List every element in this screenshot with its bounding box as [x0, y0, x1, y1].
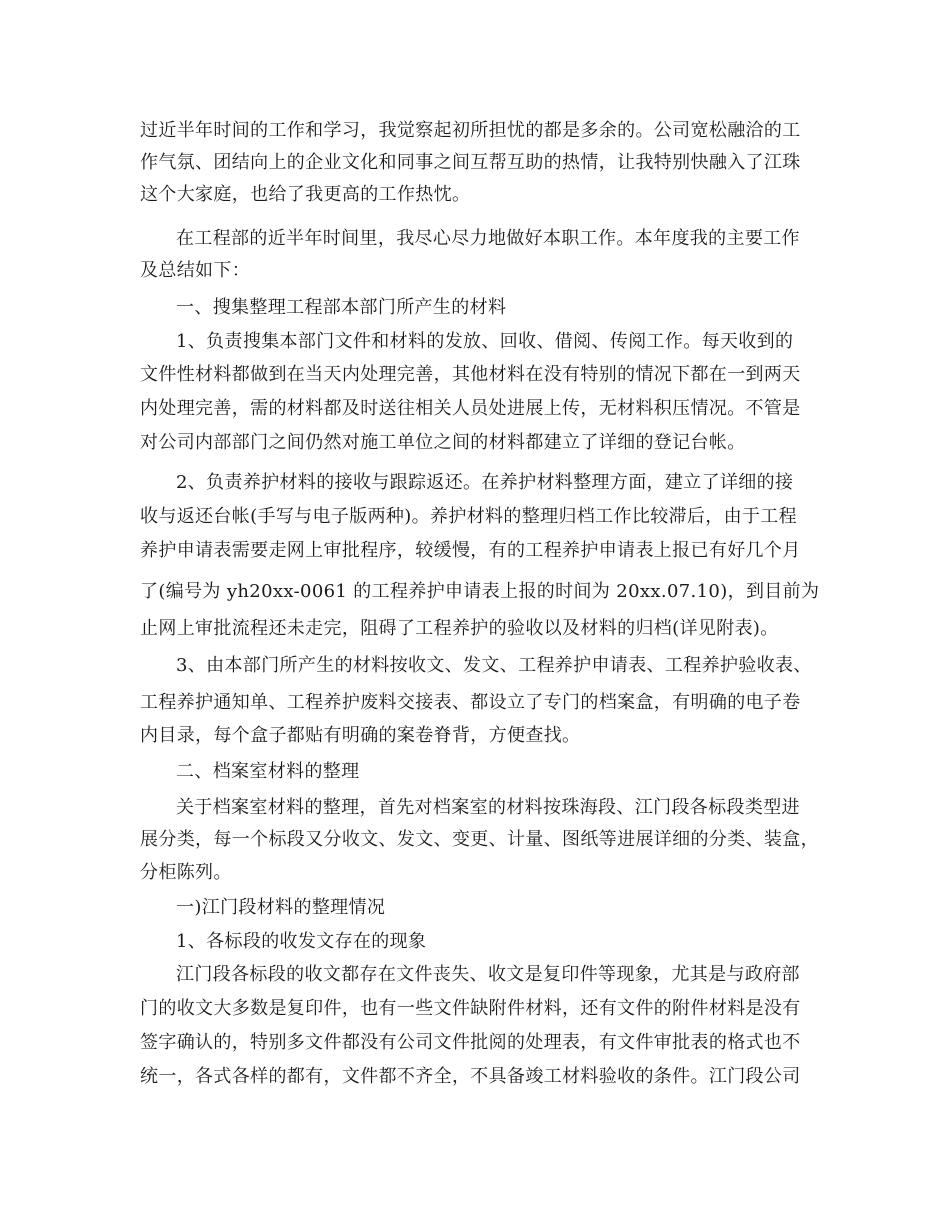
text-line: 门的收文大多数是复印件，也有一些文件缺附件材料，还有文件的附件材料是没有 [140, 998, 801, 1019]
text-line: 了(编号为 yh20xx-0061 的工程养护申请表上报的时间为 20xx.07.10)，到目前为 [140, 581, 820, 602]
text-line: 分柜陈列。 [140, 862, 232, 883]
text-line: 对公司内部部门之间仍然对施工单位之间的材料都建立了详细的登记台帐。 [140, 432, 746, 453]
subsection-heading: 1、各标段的收发文存在的现象 [176, 931, 427, 952]
text-line: 统一，各式各样的都有，文件都不齐全，不具备竣工材料验收的条件。江门段公司 [140, 1066, 801, 1087]
text-line: 这个大家庭，也给了我更高的工作热忱。 [140, 184, 471, 205]
text-line: 养护申请表需要走网上审批程序，较缓慢，有的工程养护申请表上报已有好几个月 [140, 540, 801, 561]
paragraph-start-line: 在工程部的近半年时间里，我尽心尽力地做好本职工作。本年度我的主要工作 [176, 228, 800, 249]
section-heading: 一、搜集整理工程部本部门所产生的材料 [176, 297, 507, 318]
text-line: 过近半年时间的工作和学习，我觉察起初所担忧的都是多余的。公司宽松融洽的工 [140, 120, 801, 141]
paragraph-start-line: 3、由本部门所产生的材料按收文、发文、工程养护申请表、工程养护验收表、 [176, 655, 812, 676]
text-line: 签字确认的，特别多文件都没有公司文件批阅的处理表，有文件审批表的格式也不 [140, 1032, 801, 1053]
text-line: 工程养护通知单、工程养护废料交接表、都设立了专门的档案盒，有明确的电子卷 [140, 692, 801, 713]
text-line: 文件性材料都做到在当天内处理完善，其他材料在没有特别的情况下都在一到两天 [140, 364, 801, 385]
text-line: 作气氛、团结向上的企业文化和同事之间互帮互助的热情，让我特别快融入了江珠 [140, 152, 801, 173]
text-line: 止网上审批流程还未走完，阻碍了工程养护的验收以及材料的归档(详见附表)。 [140, 618, 779, 639]
subsection-heading: 一)江门段材料的整理情况 [176, 897, 386, 918]
text-line: 内目录，每个盒子都贴有明确的案卷脊背，方便查找。 [140, 725, 581, 746]
text-line: 及总结如下： [140, 260, 251, 281]
paragraph-start-line: 2、负责养护材料的接收与跟踪返还。在养护材料整理方面，建立了详细的接 [176, 472, 794, 493]
text-line: 展分类，每一个标段又分收文、发文、变更、计量、图纸等进展详细的分类、装盒， [140, 829, 819, 850]
section-heading: 二、档案室材料的整理 [176, 761, 360, 782]
paragraph-start-line: 1、负责搜集本部门文件和材料的发放、回收、借阅、传阅工作。每天收到的 [176, 331, 794, 352]
text-line: 收与返还台帐(手写与电子版两种)。养护材料的整理归档工作比较滞后，由于工程 [140, 506, 797, 527]
text-line: 内处理完善，需的材料都及时送往相关人员处进展上传，无材料积压情况。不管是 [140, 398, 801, 419]
paragraph-start-line: 江门段各标段的收文都存在文件丧失、收文是复印件等现象，尤其是与政府部 [176, 964, 800, 985]
paragraph-start-line: 关于档案室材料的整理，首先对档案室的材料按珠海段、江门段各标段类型进 [176, 797, 800, 818]
